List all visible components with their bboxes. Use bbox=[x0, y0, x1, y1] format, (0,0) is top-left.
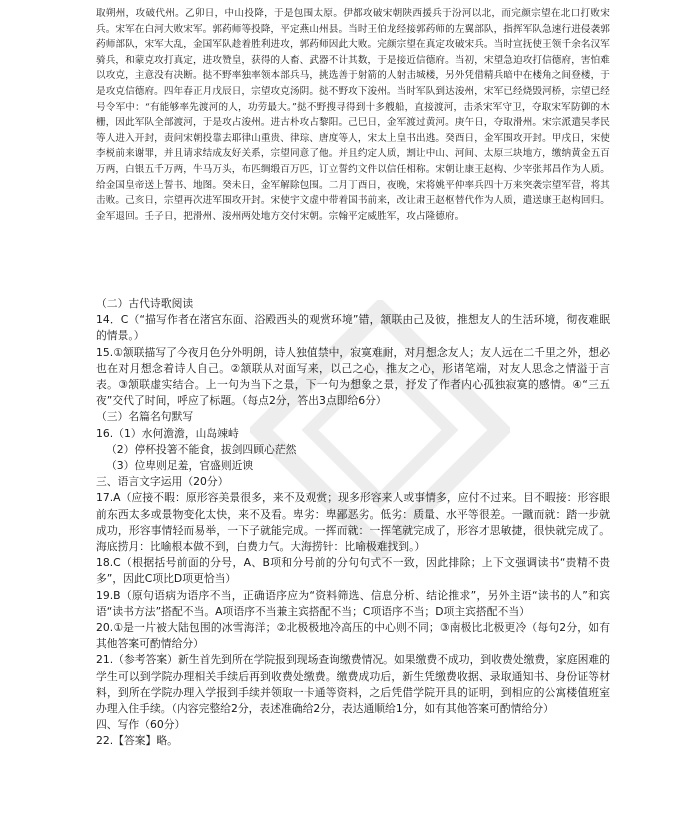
section-heading-poetry: （二）古代诗歌阅读 bbox=[96, 297, 194, 310]
translation-paragraph: 取朔州，攻破代州。乙卯日，中山投降，于是包围太原。伊都攻破宋朝陕西援兵于汾河以北，而完颜宗望在北口打败宋兵。宋军在白河大败宋军。郭药师等投降，平定燕山州县。当时王伯龙经接郭药师的左翼部队，指挥军队急速行进侵袭郭药师部队，宋军大乱，金国军队趁着胜利进攻，郭药师因此大败。完颜宗望在真定攻破宋兵。当时宣抚使王领千余名汉军骑兵，和蒙克攻打真定，进攻赞皇，获得的人畜、武器不计其数，于是接近信德府。当初，宋望急迫攻打信德府，害怕难以攻克，主意没有决断。挞不野率独率领本部兵马，挑选善于射箭的人射击城楼，另外凭借精兵暗中在楼角之间登楼，于是攻克信德府。四年春正月戊辰日，宗望攻克汤阴。挞不野攻下浚州。当时军队到达浚州，宋军已经烧毁河桥，宗望已经号令军中：“有能够率先渡河的人，功劳最大。”挞不野搜寻得到十多艘船，直接渡河，击杀宋军守卫，夺取宋军防御的木栅，因此军队全部渡河，于是攻占浚州。进古朴攻占黎阳。己巳日，金军渡过黄河。庚午日，夺取滑州。宋宗派遣吴孝民等人进入开封，责问宋朝投靠去耶律山重贵、律琮、唐度等人，宋太上皇书出逃。癸酉日，金军围攻开封。甲戌日，宋使李棁前来谢罪，并且请求结成友好关系，宗望同意了他。并且约定人质，割让中山、河间、太原三块地方，缴纳黄金五百万两，白银五千万两，牛马万头，布匹绸缎百万匹，订立誓约文件以信任相称。宋朝让康王赵构、少宰张邦昌作为人质。给金国皇帝送上誓书、地图。癸未日，金军解除包围。二月丁酉日，夜晚，宋将姚平仲率兵四十万来突袭宗望军营，将其击败。己亥日，宗望再次进军围攻开封。宋使宇文虚中带着国书前来，改让肃王赵枢替代作为人质，遣送康王赵构回归。金军退回。壬子日，把滑州、浚州两处地方交付宋朝。宗翰平定威胜军，攻占隆德府。 bbox=[96, 8, 610, 222]
answer-16-2: （2）停杯投箸不能食，拔剑四顾心茫然 bbox=[106, 442, 297, 456]
section-heading-language-use: 三、语言文字运用（20分） bbox=[96, 475, 229, 489]
answer-22: 22.【答案】略。 bbox=[96, 734, 178, 748]
answer-15: 15.①颔联描写了今夜月色分外明朗，诗人独值禁中，寂寞难耐，对月想念友人；友人远在二千里之外，想必也在对月想念着诗人自己。②颔联从对面写来，以己之心，推友之心，形诸笔端，对友人思念之情溢于言表。③颔联虚实结合。上一句为当下之景，下一句为想象之景，抒发了作者内心孤独寂寞的感情。④“三五夜”交代了时间，呼应了标题。（每点2分，答出3点即给6分） bbox=[96, 345, 610, 408]
answer-20: 20.①是一片被大陆包围的冰雪海洋；②北极极地冷高压的中心则不同；③南极比北极更冷（每句2分，如有其他答案可酌情给分） bbox=[96, 621, 610, 651]
answer-18: 18.C（根据括号前面的分号，A、B项和分号前的分句句式不一致，因此排除；上下文强调读书“贵精不贵多”，因此C项比D项更恰当） bbox=[96, 556, 610, 586]
section-heading-writing: 四、写作（60分） bbox=[96, 718, 186, 732]
answer-16-1: 16.（1）水何澹澹，山岛竦峙 bbox=[96, 426, 239, 440]
answer-19: 19.B（原句语病为语序不当，正确语序应为“资料筛选、信息分析、结论推求”，另外主语“读书的人”和宾语“读书方法”搭配不当。A项语序不当兼主宾搭配不当；C项语序不当；D项主宾搭配不当） bbox=[96, 588, 610, 618]
section-heading-recitation: （三）名篇名句默写 bbox=[96, 410, 194, 424]
classical-text-translation bbox=[96, 6, 610, 224]
answer-body bbox=[96, 296, 610, 750]
answer-17: 17.A（应接不暇：原形容美景很多，来不及观赏；现多形容来人或事情多，应付不过来。目不暇接：形容眼前东西太多或景物变化太快，来不及看。卑劣：卑鄙恶劣。低劣：质量、水平等很差。一蹴而就：踏一步就成功，形容事情轻而易举，一下子就能完成。一挥而就：一挥笔就完成了，形容才思敏捷，很快就完成了。海底捞月：比喻根本做不到，白费力气。大海捞针：比喻极难找到。） bbox=[96, 491, 610, 554]
answer-14: 14．C（“描写作者在渚宫东面、浴殿西头的观赏环境”错，颔联由己及彼，推想友人的生活环境，彻夜难眠的情景。） bbox=[96, 313, 610, 343]
answer-21: 21.（参考答案）新生首先到所在学院报到现场查询缴费情况。如果缴费不成功，到收费处缴费，家庭困难的学生可以到学院办理相关手续后再到收费处缴费。缴费成功后，新生凭缴费收据、录取通知书、身份证等材料，到所在学院办理入学报到手续并领取一卡通等资料，之后凭借学院开具的证明，到相应的公寓楼值班室办理入住手续。（内容完整给2分，表述准确给2分，表达通顺给1分，如有其他答案可酌情给分） bbox=[96, 653, 610, 716]
answer-16-3: （3）位卑则足羞，官盛则近谀 bbox=[106, 459, 254, 473]
